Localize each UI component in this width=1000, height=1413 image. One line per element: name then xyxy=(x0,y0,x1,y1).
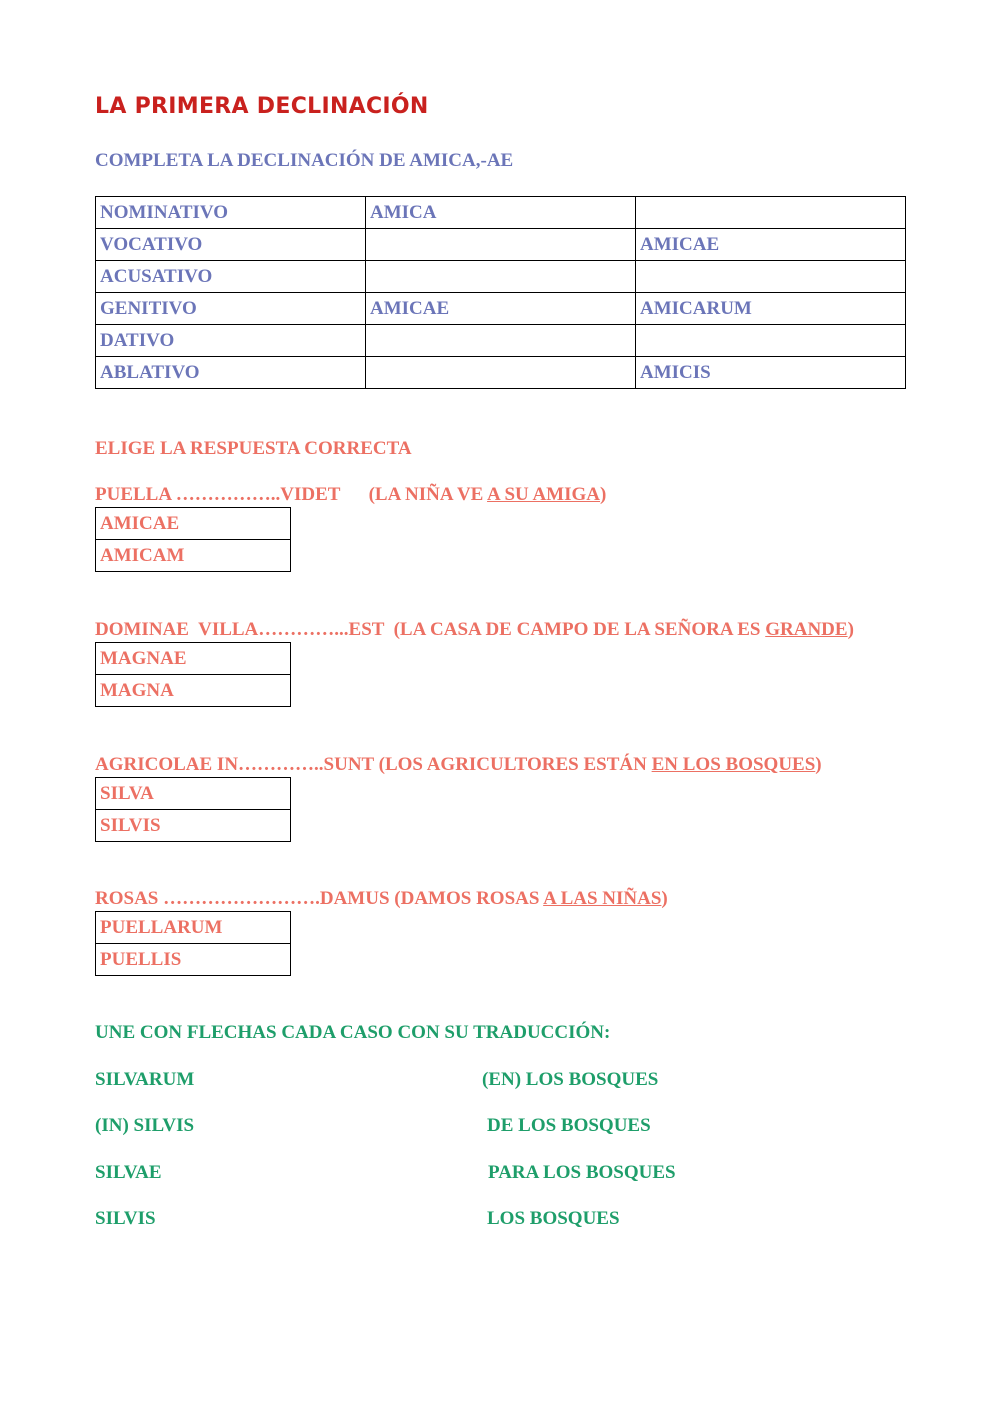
question-latin: DOMINAE VILLA…………...EST xyxy=(95,619,385,640)
singular-cell[interactable] xyxy=(366,229,636,261)
question-latin: PUELLA ……………..VIDET xyxy=(95,484,341,505)
plural-cell[interactable]: AMICIS xyxy=(636,357,906,389)
answer-options-4 xyxy=(95,911,291,976)
case-label: NOMINATIVO xyxy=(96,197,366,229)
table-row xyxy=(96,229,906,261)
singular-cell[interactable] xyxy=(366,325,636,357)
question-translation: (LA CASA DE CAMPO DE LA SEÑORA ES xyxy=(393,619,766,640)
question-latin: AGRICOLAE IN…………..SUNT xyxy=(95,754,374,775)
question-2 xyxy=(95,619,854,641)
table-row xyxy=(96,293,906,325)
plural-cell[interactable] xyxy=(636,325,906,357)
answer-option[interactable]: AMICAE xyxy=(96,508,291,540)
match-right-item[interactable]: DE LOS BOSQUES xyxy=(487,1115,651,1136)
table-row xyxy=(96,197,906,229)
answer-option[interactable]: AMICAM xyxy=(96,540,291,572)
table-row xyxy=(96,261,906,293)
case-label: ABLATIVO xyxy=(96,357,366,389)
declension-table xyxy=(95,196,906,389)
match-right-item[interactable]: PARA LOS BOSQUES xyxy=(488,1162,676,1183)
question-underlined: A LAS NIÑAS xyxy=(543,888,662,909)
question-close: ) xyxy=(661,888,668,909)
answer-option[interactable]: MAGNA xyxy=(96,675,291,707)
match-left-item[interactable]: SILVIS xyxy=(95,1208,156,1229)
case-label: GENITIVO xyxy=(96,293,366,325)
match-left-item[interactable]: (IN) SILVIS xyxy=(95,1115,195,1136)
question-1 xyxy=(95,484,606,506)
table-row xyxy=(96,325,906,357)
question-translation: (LOS AGRICULTORES ESTÁN xyxy=(378,754,652,775)
answer-option[interactable]: MAGNAE xyxy=(96,643,291,675)
plural-cell[interactable] xyxy=(636,197,906,229)
singular-cell[interactable] xyxy=(366,357,636,389)
question-underlined: GRANDE xyxy=(765,619,848,640)
answer-option[interactable]: PUELLIS xyxy=(96,944,291,976)
plural-cell[interactable]: AMICARUM xyxy=(636,293,906,325)
singular-cell[interactable] xyxy=(366,261,636,293)
declension-instruction: COMPLETA LA DECLINACIÓN DE AMICA,-AE xyxy=(95,150,514,171)
answer-options-2 xyxy=(95,642,291,707)
singular-cell[interactable]: AMICA xyxy=(366,197,636,229)
answer-options-1 xyxy=(95,507,291,572)
question-translation: (LA NIÑA VE xyxy=(368,484,488,505)
question-4 xyxy=(95,888,668,910)
question-translation: (DAMOS ROSAS xyxy=(394,888,544,909)
answer-option[interactable]: PUELLARUM xyxy=(96,912,291,944)
match-right-item[interactable]: LOS BOSQUES xyxy=(487,1208,620,1229)
question-underlined: A SU AMIGA xyxy=(487,484,601,505)
match-heading: UNE CON FLECHAS CADA CASO CON SU TRADUCCIÓN: xyxy=(95,1022,611,1043)
page-title: LA PRIMERA DECLINACIÓN xyxy=(95,94,429,119)
case-label: ACUSATIVO xyxy=(96,261,366,293)
singular-cell[interactable]: AMICAE xyxy=(366,293,636,325)
question-underlined: EN LOS BOSQUES xyxy=(651,754,816,775)
table-row xyxy=(96,357,906,389)
question-latin: ROSAS …………………….DAMUS xyxy=(95,888,390,909)
question-gap xyxy=(340,484,369,505)
question-close: ) xyxy=(600,484,607,505)
match-left-item[interactable]: SILVAE xyxy=(95,1162,162,1183)
case-label: VOCATIVO xyxy=(96,229,366,261)
plural-cell[interactable]: AMICAE xyxy=(636,229,906,261)
question-3 xyxy=(95,754,822,776)
question-close: ) xyxy=(815,754,822,775)
answer-option[interactable]: SILVA xyxy=(96,778,291,810)
answer-options-3 xyxy=(95,777,291,842)
choose-heading: ELIGE LA RESPUESTA CORRECTA xyxy=(95,438,412,459)
question-close: ) xyxy=(847,619,854,640)
case-label: DATIVO xyxy=(96,325,366,357)
question-gap xyxy=(384,619,394,640)
match-left-item[interactable]: SILVARUM xyxy=(95,1069,195,1090)
answer-option[interactable]: SILVIS xyxy=(96,810,291,842)
match-right-item[interactable]: (EN) LOS BOSQUES xyxy=(482,1069,659,1090)
plural-cell[interactable] xyxy=(636,261,906,293)
